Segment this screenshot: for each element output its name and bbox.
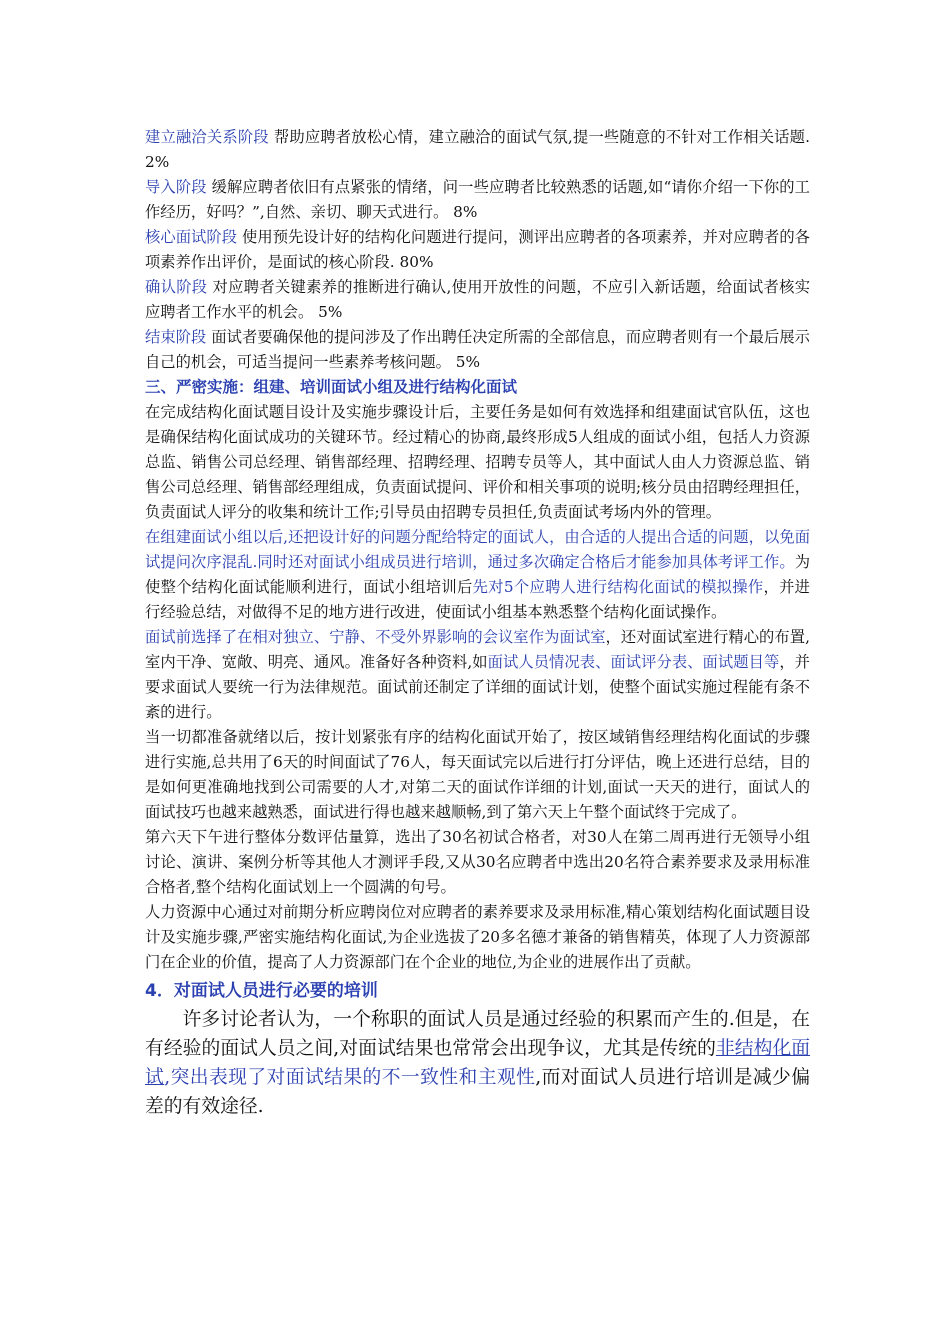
stage-paragraph <box>145 325 810 375</box>
document-page <box>145 125 810 1121</box>
section-3-paragraph-2 <box>145 525 810 625</box>
section-3-heading: 三、严密实施：组建、培训面试小组及进行结构化面试 <box>145 378 518 396</box>
highlight-text: 面试人员情况表、面试评分表、面试题目等 <box>487 653 780 671</box>
body-text: 许多讨论者认为，一个称职的面试人员是通过经验的积累而产生的.但是，在有经验的面试人员之间,对面试结果也常常会出现争议，尤其是传统的 <box>145 1009 810 1059</box>
body-text: ，并要求面试人要统一行为法律规范。面试前还制定了详细的面试计划，使整个面试实施过程能有条不紊的进行。 <box>145 653 810 721</box>
stage-text: 面试者要确保他的提问涉及了作出聘任决定所需的全部信息，而应聘者则有一个最后展示自己的机会，可适当提问一些素养考核问题。 5% <box>145 328 810 371</box>
highlight-text: 在组建面试小组以后,还把设计好的问题分配给特定的面试人，由合适的人提出合适的问题，以免面试提问次序混乱.同时还对面试小组成员进行培训，通过多次确定合格后才能参加具体考评工作。 <box>145 528 810 571</box>
section-3-paragraph-4: 当一切都准备就绪以后，按计划紧张有序的结构化面试开始了，按区域销售经理结构化面试的步骤进行实施,总共用了6天的时间面试了76人，每天面试完以后进行打分评估，晚上还进行总结，目的是如何更准确地找到公司需要的人才,对第二天的面试作详细的计划,面试一天天的进行，面试人的面试技巧也越来越熟悉，面试进行得也越来越顺畅,到了第六天上午整个面试终于完成了。 <box>145 728 810 821</box>
stage-text: 使用预先设计好的结构化问题进行提问，测评出应聘者的各项素养，并对应聘者的各项素养作出评价，是面试的核心阶段. 80% <box>145 228 810 271</box>
section-3-paragraph-1: 在完成结构化面试题目设计及实施步骤设计后，主要任务是如何有效选择和组建面试官队伍，这也是确保结构化面试成功的关键环节。经过精心的协商,最终形成5人组成的面试小组，包括人力资源总监、销售公司总经理、销售部经理、招聘经理、招聘专员等人，其中面试人由人力资源总监、销售公司总经理、销售部经理组成，负责面试提问、评价和相关事项的说明;核分员由招聘经理担任，负责面试人评分的收集和统计工作;引导员由招聘专员担任,负责面试考场内外的管理。 <box>145 403 810 521</box>
stage-text: 缓解应聘者依旧有点紧张的情绪，问一些应聘者比较熟悉的话题,如“请你介绍一下你的工作经历，好吗？”,自然、亲切、聊天式进行。 8% <box>145 178 810 221</box>
stage-paragraph <box>145 125 810 175</box>
stage-label: 核心面试阶段 <box>145 228 238 246</box>
body-text: ，并进行经验总结，对做得不足的地方进行改进，使面试小组基本熟悉整个结构化面试操作。 <box>145 578 810 621</box>
stage-label: 建立融洽关系阶段 <box>145 128 269 146</box>
body-text: ,而对面试人员进行培训是减少偏差的有效途径. <box>145 1067 810 1117</box>
highlight-text: 先对5个应聘人进行结构化面试的模拟操作 <box>472 578 764 596</box>
stage-paragraph <box>145 225 810 275</box>
link-unstructured-interview[interactable]: 非结构化面试 <box>145 1038 811 1088</box>
highlight-text: ,突出表现了对面试结果的不一致性和主观性 <box>164 1067 536 1088</box>
section-3-paragraph-3 <box>145 625 810 725</box>
section-3-paragraph-6: 人力资源中心通过对前期分析应聘岗位对应聘者的素养要求及录用标准,精心策划结构化面试题目设计及实施步骤,严密实施结构化面试,为企业选拔了20多名德才兼备的销售精英，体现了人力资源部门在企业的价值，提高了人力资源部门在个企业的地位,为企业的进展作出了贡献。 <box>145 903 810 971</box>
stage-label: 确认阶段 <box>145 278 208 296</box>
body-text: 为使整个结构化面试能顺利进行，面试小组培训后 <box>145 553 810 596</box>
section-4-paragraph <box>145 1005 810 1121</box>
section-3-paragraph-5: 第六天下午进行整体分数评估量算，选出了30名初试合格者，对30人在第二周再进行无领导小组讨论、演讲、案例分析等其他人才测评手段,又从30名应聘者中选出20名符合素养要求及录用标准合格者,整个结构化面试划上一个圆满的句号。 <box>145 828 810 896</box>
stage-paragraph <box>145 275 810 325</box>
section-4-heading: 4．对面试人员进行必要的培训 <box>145 981 378 1001</box>
stage-label: 结束阶段 <box>145 328 207 346</box>
stage-text: 帮助应聘者放松心情，建立融洽的面试气氛,提一些随意的不针对工作相关话题. 2% <box>145 128 810 171</box>
stage-label: 导入阶段 <box>145 178 207 196</box>
stage-paragraph <box>145 175 810 225</box>
body-text: ，还对面试室进行精心的布置,室内干净、宽敞、明亮、通风。准备好各种资料,如 <box>145 628 810 671</box>
highlight-text: 面试前选择了在相对独立、宁静、不受外界影响的会议室作为面试室 <box>145 628 606 646</box>
stage-text: 对应聘者关键素养的推断进行确认,使用开放性的问题，不应引入新话题，给面试者核实应聘者工作水平的机会。 5% <box>145 278 810 321</box>
